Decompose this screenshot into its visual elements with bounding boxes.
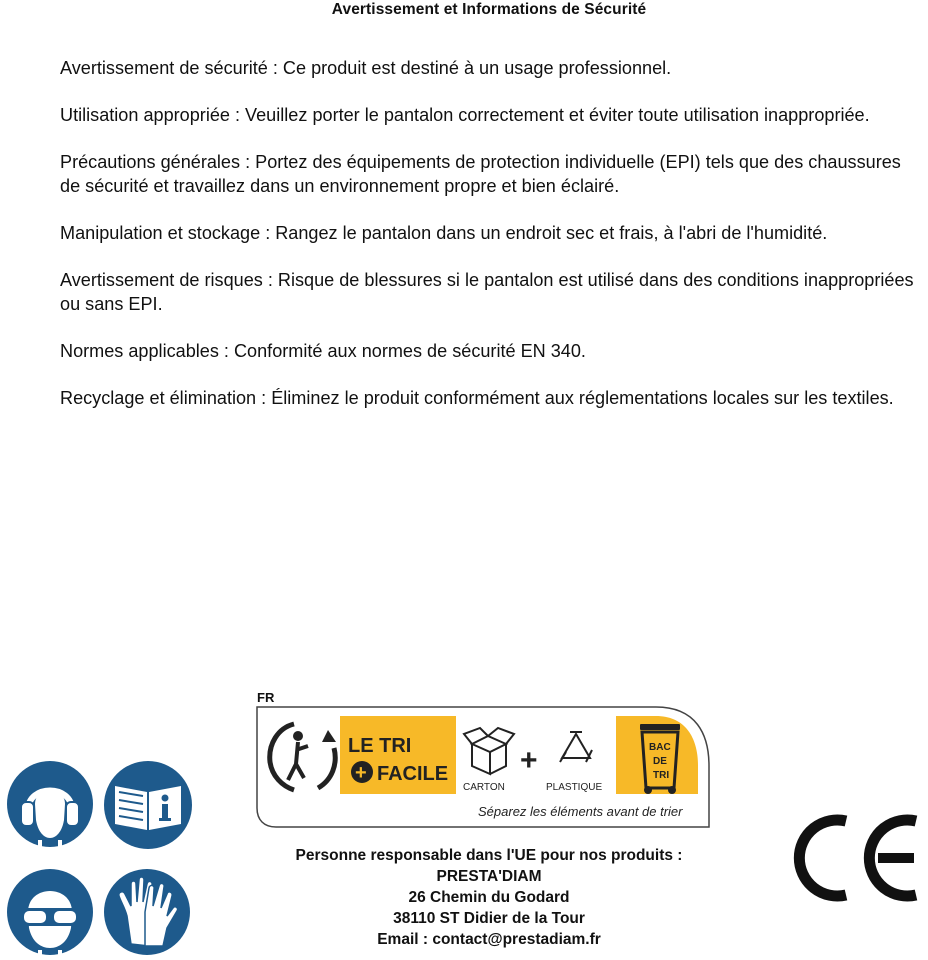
triman-recycling-label — [256, 706, 710, 828]
ear-protection-icon — [4, 758, 96, 850]
paragraph-recycling: Recyclage et élimination : Éliminez le produit conformément aux réglementations locales sur les textiles. — [60, 388, 894, 408]
responsible-heading: Personne responsable dans l'UE pour nos produits : — [295, 847, 683, 864]
paragraph-proper-use: Utilisation appropriée : Veuillez porter le pantalon correctement et éviter toute utilisation inappropriée. — [60, 105, 870, 125]
paragraph-risk-warning: Avertissement de risques : Risque de blessures si le pantalon est utilisé dans des conditions inappropriées ou sans EPI. — [60, 270, 914, 314]
document-title: Avertissement et Informations de Sécurité — [331, 1, 647, 18]
triman-plus-badge: + — [355, 762, 367, 784]
triman-plus: + — [520, 744, 538, 777]
triman-country-label: FR — [257, 690, 275, 705]
responsible-city: 38110 ST Didier de la Tour — [393, 910, 585, 927]
paragraph-general-precautions: Précautions générales : Portez des équipements de protection individuelle (EPI) tels que des chaussures de sécurité et travaillez dans un environnement propre et bien éclairé. — [60, 152, 901, 196]
paragraph-standards: Normes applicables : Conformité aux normes de sécurité EN 340. — [60, 341, 586, 361]
responsible-street: 26 Chemin du Godard — [408, 889, 570, 906]
triman-line2: FACILE — [377, 763, 449, 785]
paragraph-handling-storage: Manipulation et stockage : Rangez le pantalon dans un endroit sec et frais, à l'abri de l'humidité. — [60, 223, 828, 243]
paragraph-security-warning: Avertissement de sécurité : Ce produit est destiné à un usage professionnel. — [60, 58, 672, 78]
responsible-email: Email : contact@prestadiam.fr — [377, 931, 601, 948]
responsible-company: PRESTA'DIAM — [436, 868, 542, 885]
bin-label-2: DE — [653, 756, 667, 767]
read-manual-icon — [101, 758, 195, 852]
gloves-icon — [101, 866, 193, 958]
bin-label-1: BAC — [649, 742, 671, 753]
bin-label-3: TRI — [653, 770, 670, 781]
eye-protection-icon — [4, 866, 96, 958]
triman-footer: Séparez les éléments avant de trier — [478, 804, 683, 819]
triman-item1: CARTON — [463, 782, 505, 793]
safety-paragraphs — [60, 56, 920, 433]
triman-item2: PLASTIQUE — [546, 782, 603, 793]
triman-line1: LE TRI — [348, 735, 412, 757]
ce-mark-icon — [784, 812, 926, 904]
responsible-person-block — [250, 845, 728, 950]
